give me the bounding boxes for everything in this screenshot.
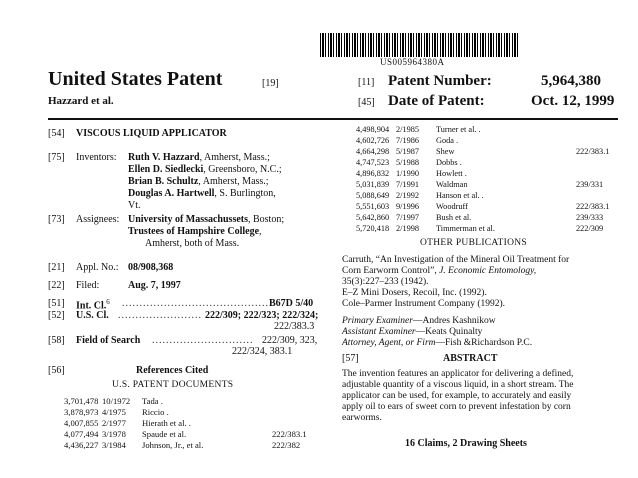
- patent-number-value: 5,964,380: [541, 73, 601, 89]
- abstract-line-1: The invention features an applicator for delivering a defined,: [342, 369, 574, 379]
- intcl-value: B67D 5/40: [269, 298, 314, 309]
- appl-value: 08/908,368: [128, 262, 174, 273]
- ref-row: 4,436,227 3/1984 Johnson, Jr., et al. 222/382: [64, 440, 301, 450]
- assignee-line-1: University of Massachussets, Boston;: [128, 214, 285, 225]
- publication-1-line-1: Carruth, “An Investigation of the Mineral Oil Treatment for: [342, 255, 570, 265]
- intcl-label: Int. Cl.$^6$: [76, 298, 110, 312]
- appl-label: Appl. No.:: [76, 262, 119, 273]
- primary-examiner: Primary Examiner—Andres Kashnikow: [342, 316, 496, 326]
- title-field-tag: [54]: [48, 128, 65, 139]
- claims-drawing-sheets: 16 Claims, 2 Drawing Sheets: [405, 438, 527, 449]
- header-rule: [48, 118, 618, 120]
- assignees-tag: [73]: [48, 214, 65, 225]
- uscl-tag: [52]: [48, 310, 65, 321]
- date-of-patent-label: Date of Patent:: [388, 93, 485, 109]
- appl-tag: [21]: [48, 262, 65, 273]
- patent-number-label: Patent Number:: [388, 73, 492, 89]
- title-tag: [19]: [262, 78, 279, 89]
- inventor-line-1: Ruth V. Hazzard, Amherst, Mass.;: [128, 152, 270, 163]
- abstract-title: ABSTRACT: [443, 353, 498, 364]
- ref-row: 4,602,726 7/1986 Goda .: [356, 136, 459, 145]
- inventor-short: Hazzard et al.: [48, 95, 114, 107]
- ref-row: 4,077,494 3/1978 Spaude et al. 222/383.1: [64, 429, 307, 439]
- ref-row: 4,498,904 2/1985 Turner et al. .: [356, 125, 481, 134]
- ref-row: 5,088,649 2/1992 Hanson et al. .: [356, 191, 484, 200]
- abstract-tag: [57]: [342, 353, 359, 364]
- inventor-line-2: Ellen D. Siedlecki, Greensboro, N.C.;: [128, 164, 282, 175]
- intcl-leader: ..........................................: [122, 298, 269, 309]
- publication-1-line-3: 35(3):227–233 (1942).: [342, 277, 429, 287]
- filed-label: Filed:: [76, 280, 100, 291]
- ref-row: 3,878,973 4/1975 Riccio .: [64, 407, 169, 417]
- ref-row: 5,720,418 2/1998 Timmerman et al. 222/309: [356, 224, 604, 233]
- date-of-patent-value: Oct. 12, 1999: [531, 93, 615, 109]
- filed-tag: [22]: [48, 280, 65, 291]
- abstract-line-5: earworms.: [342, 413, 382, 423]
- ref-row: 4,896,832 1/1990 Howlett .: [356, 169, 467, 178]
- ref-row: 4,664,298 5/1987 Shew 222/383.1: [356, 147, 610, 156]
- attorney-agent-firm: Attorney, Agent, or Firm—Fish &Richardson P.C.: [342, 338, 533, 348]
- invention-title: VISCOUS LIQUID APPLICATOR: [76, 128, 227, 139]
- field-leader: .............................: [152, 335, 254, 346]
- assignee-line-3: Amherst, both of Mass.: [145, 238, 240, 249]
- patent-barcode: [320, 33, 520, 57]
- field-value-2: 222/324, 383.1: [232, 346, 293, 357]
- publication-3: Cole–Parmer Instrument Company (1992).: [342, 299, 506, 309]
- assignees-label: Assignees:: [76, 214, 120, 225]
- field-of-search-label: Field of Search: [76, 335, 141, 346]
- field-value: 222/309, 323,: [262, 335, 318, 346]
- abstract-line-2: adjustable quantity of a viscous liquid, in a short stream. The: [342, 380, 574, 390]
- barcode-number: US005964380A: [380, 57, 445, 67]
- inventors-label: Inventors:: [76, 152, 117, 163]
- ref-row: 4,747,523 5/1988 Dobbs .: [356, 158, 462, 167]
- uscl-value: 222/309; 222/323; 222/324;: [205, 310, 319, 321]
- ref-row: 4,007,855 2/1977 Hierath et al. .: [64, 418, 191, 428]
- assistant-examiner: Assistant Examiner—Keats Quinalty: [342, 327, 483, 337]
- inventor-line-3: Brian B. Schultz, Amherst, Mass.;: [128, 176, 269, 187]
- uscl-leader: ........................: [118, 310, 202, 321]
- abstract-line-4: apply oil to ears of sweet corn to prevent infestation by corn: [342, 402, 571, 412]
- intcl-tag: [51]: [48, 298, 65, 309]
- other-publications-title: OTHER PUBLICATIONS: [420, 238, 528, 248]
- number-tag: [11]: [358, 77, 375, 88]
- filed-value: Aug. 7, 1997: [128, 280, 181, 291]
- refs-tag: [56]: [48, 365, 65, 376]
- uscl-value-2: 222/383.3: [274, 321, 315, 332]
- inventor-line-4: Douglas A. Hartwell, S. Burlington,: [128, 188, 276, 199]
- uscl-label: U.S. Cl.: [76, 310, 109, 321]
- ref-row: 5,031,839 7/1991 Waldman 239/331: [356, 180, 604, 189]
- ref-row: 3,701,478 10/1972 Tada .: [64, 396, 163, 406]
- date-tag: [45]: [358, 97, 375, 108]
- references-cited-title: References Cited: [136, 365, 209, 376]
- inventor-line-5: Vt.: [128, 200, 141, 211]
- ref-row: 5,642,860 7/1997 Bush et al. 239/333: [356, 213, 604, 222]
- field-tag: [58]: [48, 335, 65, 346]
- patent-office-title: United States Patent: [48, 68, 223, 90]
- abstract-line-3: applicator can be used, for example, to accurately and easily: [342, 391, 572, 401]
- ref-row: 5,551,603 9/1996 Woodruff 222/383.1: [356, 202, 610, 211]
- publication-1-line-2: Corn Earworm Control”, J. Economic Entomology,: [342, 266, 537, 276]
- assignee-line-2: Trustees of Hampshire College,: [128, 226, 262, 237]
- us-patent-documents-title: U.S. PATENT DOCUMENTS: [112, 380, 234, 390]
- publication-2: E–Z Mini Dosers, Recoil, Inc. (1992).: [342, 288, 487, 298]
- inventors-tag: [75]: [48, 152, 65, 163]
